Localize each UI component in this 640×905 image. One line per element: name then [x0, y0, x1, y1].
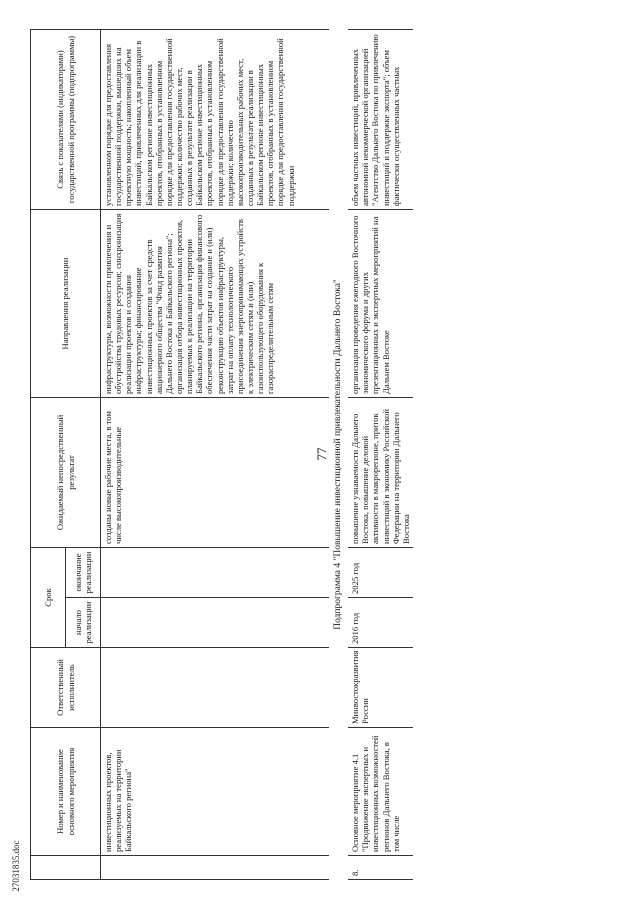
cell-end: 2025 год [348, 547, 413, 597]
cell-responsible [101, 648, 330, 728]
header-number [31, 856, 101, 880]
table-row-continuation [101, 29, 330, 879]
header-name: Номер и наименование основного мероприятия [31, 728, 101, 856]
header-term-end: окончание реализации [66, 547, 101, 597]
header-expected-result: Ожидаемый непосредственный результат [31, 397, 101, 547]
subprogram-title-row [329, 29, 348, 879]
header-term-start: начало реализации [66, 598, 101, 648]
cell-number: 8. [348, 856, 413, 880]
cell-start [101, 598, 330, 648]
subprogram-title: Подпрограмма 4 "Повышение инвестиционной привлекательности Дальнего Востока" [333, 279, 343, 630]
cell-directions: организация проведения ежегодного Восточного экономического форума и других презентационных и экспертных мероприятий на Дальнем Востоке [348, 209, 413, 397]
header-directions: Направления реализации [31, 209, 101, 397]
cell-expected-result: созданы новые рабочие места, в том числе высокопроизводительные [101, 397, 330, 547]
header-indicators: Связь с показателями (индикаторами) государственной программы (подпрограммы) [31, 29, 101, 209]
cell-number [101, 856, 330, 880]
document-id: 27031835.doc [11, 840, 21, 892]
cell-name: инвестиционных проектов, реализуемых на территории Байкальского региона" [101, 728, 330, 856]
cell-directions: инфраструктуры, возможности привлечения и обустройства трудовых ресурсов; синхронизация реализации проектов и создания инфраструктуры; финансирование инвестиционных проектов за счет средств акционерного общества "Фонд развития Дальнего Востока и Байкальского региона"; организация отбора инвестиционных проектов, планируемых к реализации на территории Байкальского региона, организация финансового обеспечения части затрат на создание и (или) реконструкцию объектов инфраструктуры, затрат на оплату технологического присоединения энергопринимающих устройств к электрическим сетям и (или) газоиспользующего оборудования к газораспределительным сетям [101, 209, 330, 397]
rotated-table-sheet [30, 30, 600, 880]
table-row-8 [348, 29, 413, 879]
cell-indicators: установленном порядке для предоставления государственной поддержки, вышедших на проектную мощность; накопленный объем инвестиций, привлеченных для реализации в Байкальском регионе инвестиционных проектов, отобранных в установленном порядке для предоставления государственной поддержки; количество рабочих мест, созданных в результате реализации в Байкальском регионе инвестиционных проектов, отобранных в установленном порядке для предоставления государственной поддержки; количество высокопроизводительных рабочих мест, созданных в результате реализации в Байкальском регионе инвестиционных проектов, отобранных в установленном порядке для предоставления государственной поддержки [101, 29, 330, 209]
page-number: 77 [314, 447, 329, 461]
cell-start: 2016 год [348, 598, 413, 648]
activities-table [30, 29, 413, 880]
header-term: Срок [31, 547, 66, 647]
header-responsible: Ответственный исполнитель [31, 648, 101, 728]
cell-name: Основное мероприятие 4.1 "Продвижение экспертных и инвестиционных возможностей регионов Дальнего Востока, в том числе [348, 728, 413, 856]
cell-responsible: Минвостокразвития России [348, 648, 413, 728]
cell-end [101, 547, 330, 597]
cell-expected-result: повышение узнаваемости Дальнего Востока, повышение деловой активности в макрорегионе, приток инвестиций в экономику Российской Федерации на территории Дальнего Востока [348, 397, 413, 547]
cell-indicators: объем частных инвестиций, привлеченных автономной некоммерческой организацией "Агентство Дальнего Востока по привлечению инвестиций и поддержке экспорта"; объем фактически осуществленных частных [348, 29, 413, 209]
